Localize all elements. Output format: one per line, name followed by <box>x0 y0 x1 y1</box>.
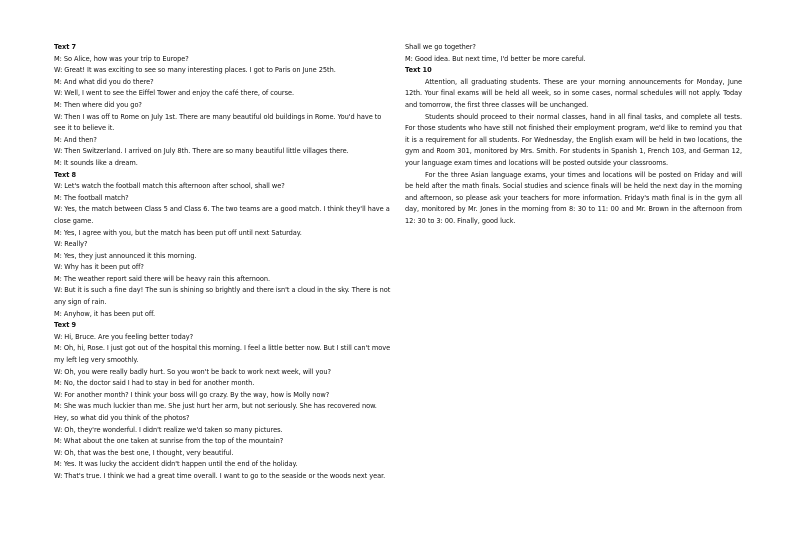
text8-line: M: Yes, they just announced it this morning. <box>54 251 197 260</box>
text9-line: M: She was much luckier than me. She just hurt her arm, but not seriously. She has recovered now. Hey, so what did you think of the photos? <box>54 402 377 422</box>
text7-line: W: Great! It was exciting to see so many interesting places. I got to Paris on June 25th. <box>54 66 336 75</box>
text7-line: M: So Alice, how was your trip to Europe? <box>54 54 189 63</box>
text7-title: Text 7 <box>54 43 77 51</box>
text9-title: Text 9 <box>54 321 77 330</box>
text10-paragraph: Students should proceed to their normal classes, hand in all final tasks, and complete all tests. For those students who have still not finished their employment program, we'd like to remind you that it is a requirement for all students. For Wednesday, the English exam will be held in two locations, the gym and Room 301, monitored by Mrs. Smith. For students in Spanish 1, French 103, and German 12, your language exam times and locations will be posted outside your classrooms. <box>405 112 742 167</box>
text8-line: M: Anyhow, it has been put off. <box>54 309 156 318</box>
text9-line: W: That's true. I think we had a great time overall. I want to go to the seaside or the woods next year. <box>54 471 386 480</box>
text8-title: Text 8 <box>54 170 77 179</box>
text8-line: W: Yes, the match between Class 5 and Class 6. The two teams are a good match. I think they'll have a close game. <box>54 205 390 225</box>
text9-line: W: Oh, that was the best one, I thought, very beautiful. <box>54 448 234 457</box>
text7-line: W: Then I was off to Rome on July 1st. There are many beautiful old buildings in Rome. You'd have to see it to believe it. <box>54 112 382 133</box>
text8-line: M: The football match? <box>54 193 129 202</box>
text9-line: W: Oh, you were really badly hurt. So you won't be back to work next week, will you? <box>54 367 331 376</box>
text10-title: Text 10 <box>405 66 432 75</box>
text7-line: W: Then Switzerland. I arrived on July 8th. There are so many beautiful little villages there. <box>54 147 349 156</box>
text7-line: M: It sounds like a dream. <box>54 158 138 167</box>
text8-line: M: The weather report said there will be heavy rain this afternoon. <box>54 274 270 283</box>
text8-line: W: Why has it been put off? <box>54 263 144 272</box>
text9-line: M: Yes. It was lucky the accident didn't happen until the end of the holiday. <box>54 460 298 469</box>
text7-line: M: And then? <box>54 135 97 144</box>
text8-line: W: Really? <box>54 240 88 249</box>
right-column <box>405 42 742 228</box>
text10-paragraph: For the three Asian language exams, your times and locations will be posted on Friday and will be held after the math finals. Social studies and science finals will be held the next day in the morning and afternoon, so please ask your teachers for more information. Friday's math final is in the gym all day, monitored by Mr. Jones in the morning from 8: 30 to 11: 00 and Mr. Brown in the afternoon from 12: 30 to 3: 00. Finally, good luck. <box>405 170 742 225</box>
text9-continuation-line: M: Good idea. But next time, I'd better be more careful. <box>405 54 586 63</box>
text9-continuation-line: Shall we go together? <box>405 43 476 51</box>
text7-line: W: Well, I went to see the Eiffel Tower and enjoy the café there, of course. <box>54 89 295 98</box>
text9-line: M: No, the doctor said I had to stay in bed for another month. <box>54 379 255 388</box>
text8-line: W: Let's watch the football match this afternoon after school, shall we? <box>54 182 285 191</box>
text10-paragraph: Attention, all graduating students. These are your morning announcements for Monday, June 12th. Your final exams will be held all week, so in some cases, normal schedules will not apply. Today and tomorrow, the first three classes will be unchanged. <box>405 77 742 109</box>
text9-line: W: Oh, they're wonderful. I didn't realize we'd taken so many pictures. <box>54 425 283 434</box>
text9-line: W: For another month? I think your boss will go crazy. By the way, how is Molly now? <box>54 390 330 399</box>
text8-line: W: But it is such a fine day! The sun is shining so brightly and there isn't a cloud in the sky. There is not any sign of rain. <box>54 286 391 307</box>
text8-line: M: Yes, I agree with you, but the match has been put off until next Saturday. <box>54 228 302 237</box>
text9-line: W: Hi, Bruce. Are you feeling better today? <box>54 332 194 341</box>
text7-line: M: Then where did you go? <box>54 100 142 109</box>
text7-line: M: And what did you do there? <box>54 77 154 86</box>
text9-line: M: Oh, hi, Rose. I just got out of the hospital this morning. I feel a little better now. But I still can't move my left leg very smoothly. <box>54 344 391 365</box>
text9-line: M: What about the one taken at sunrise from the top of the mountain? <box>54 437 284 446</box>
left-column <box>54 42 392 483</box>
